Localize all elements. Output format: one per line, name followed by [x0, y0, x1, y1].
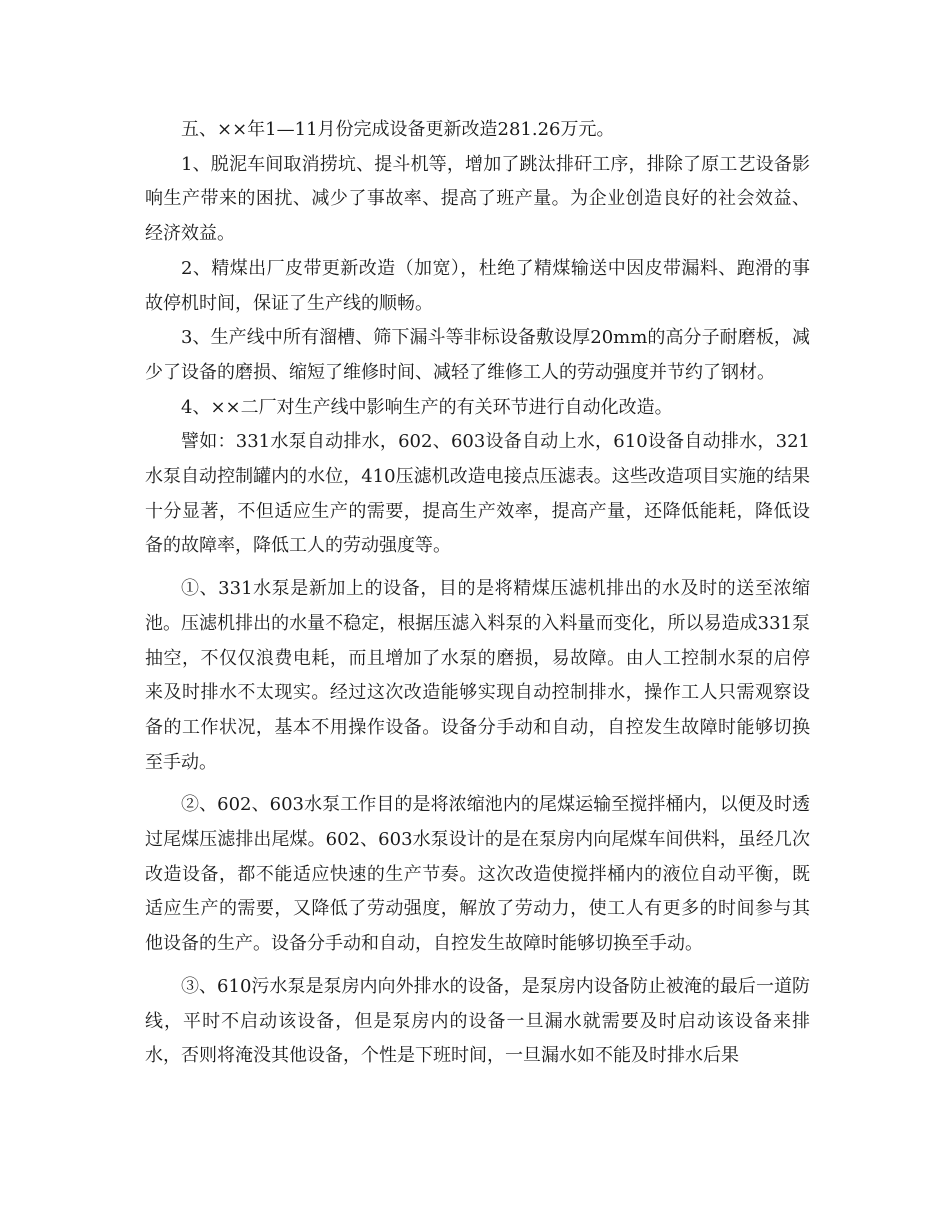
- paragraph-pump-610: ③、610污水泵是泵房内向外排水的设备，是泵房内设备防止被淹的最后一道防线，平时不启动该设备，但是泵房内的设备一旦漏水就需要及时启动该设备来排水，否则将淹没其他设备，个性是下班时间，一旦漏水如不能及时排水后果: [145, 975, 810, 1067]
- paragraph-section-five-heading: 五、××年1—11月份完成设备更新改造281.26万元。: [181, 119, 615, 140]
- paragraph-item-2: 2、精煤出厂皮带更新改造（加宽），杜绝了精煤输送中因皮带漏料、跑滑的事故停机时间，保证了生产线的顺畅。: [145, 257, 810, 314]
- paragraph-item-1: 1、脱泥车间取消捞坑、提斗机等，增加了跳汰排矸工序，排除了原工艺设备影响生产带来的困扰、减少了事故率、提高了班产量。为企业创造良好的社会效益、经济效益。: [145, 153, 810, 245]
- paragraph-examples: 譬如：331水泵自动排水，602、603设备自动上水，610设备自动排水，321水泵自动控制罐内的水位，410压滤机改造电接点压滤表。这些改造项目实施的结果十分显著，不但适应生产的需要，提高生产效率，提高产量，还降低能耗，降低设备的故障率，降低工人的劳动强度等。: [145, 431, 810, 557]
- paragraph-item-3: 3、生产线中所有溜槽、筛下漏斗等非标设备敷设厚20mm的高分子耐磨板，减少了设备的磨损、缩短了维修时间、减轻了维修工人的劳动强度并节约了钢材。: [145, 327, 810, 383]
- document-body: [145, 113, 810, 1074]
- paragraph-pump-331: ①、331水泵是新加上的设备，目的是将精煤压滤机排出的水及时的送至浓缩池。压滤机排出的水量不稳定，根据压滤入料泵的入料量而变化，所以易造成331泵抽空，不仅仅浪费电耗，而且增加了水泵的磨损，易故障。由人工控制水泵的启停来及时排水不太现实。经过这次改造能够实现自动控制排水，操作工人只需观察设备的工作状况，基本不用操作设备。设备分手动和自动，自控发生故障时能够切换至手动。: [145, 578, 810, 773]
- paragraph-item-4: 4、××二厂对生产线中影响生产的有关环节进行自动化改造。: [181, 396, 673, 418]
- paragraph-pump-602-603: ②、602、603水泵工作目的是将浓缩池内的尾煤运输至搅拌桶内，以便及时透过尾煤压滤排出尾煤。602、603水泵设计的是在泵房内向尾煤车间供料，虽经几次改造设备，都不能适应快速的生产节奏。这次改造使搅拌桶内的液位自动平衡，既适应生产的需要，又降低了劳动强度，解放了劳动力，使工人有更多的时间参与其他设备的生产。设备分手动和自动，自控发生故障时能够切换至手动。: [145, 794, 810, 955]
